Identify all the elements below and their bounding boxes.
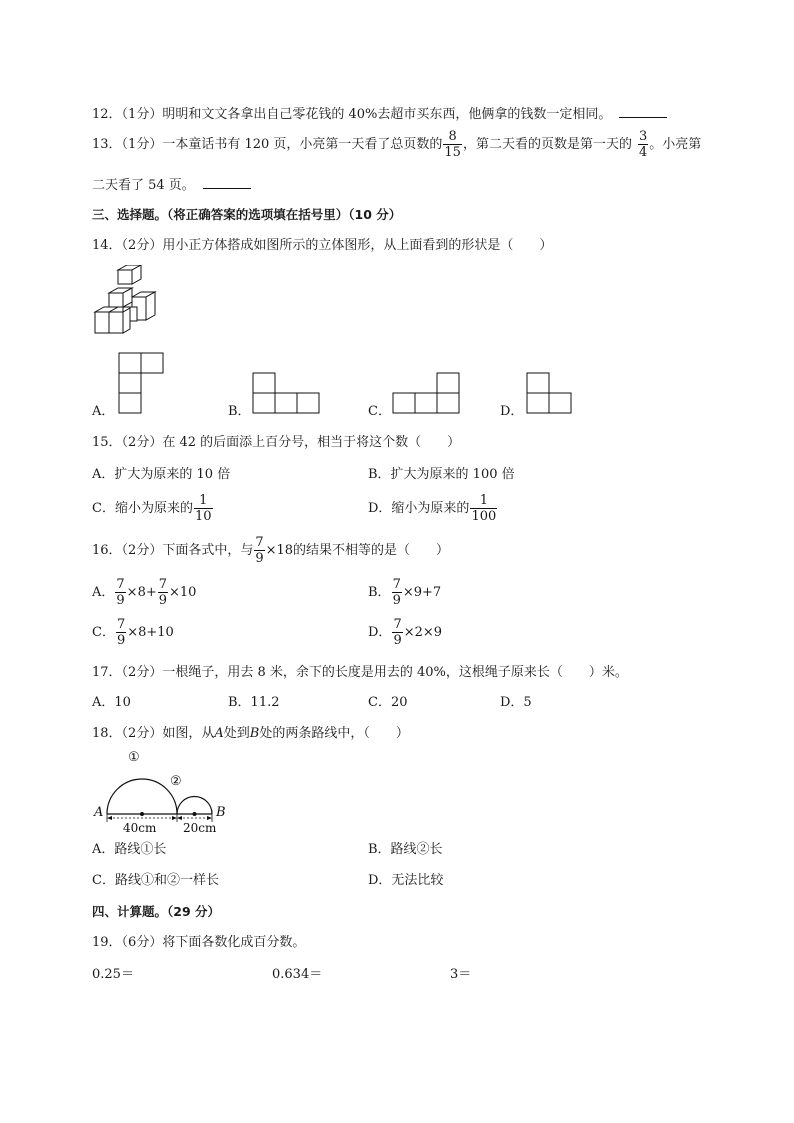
q18-len2-label: 20cm (183, 821, 217, 835)
q16-d-label: D． (368, 625, 392, 640)
q15-number: 15． (92, 435, 122, 450)
question-19 (92, 935, 305, 951)
q15-option-d-text: D．缩小为原来的 (368, 501, 470, 516)
q14-score: （2分） (121, 238, 163, 253)
q16-d-frac (392, 617, 402, 648)
q15-c-num: 1 (194, 493, 213, 509)
q14-option-d-label[interactable]: D． (500, 404, 524, 419)
q19-item-2: 0.634＝ (272, 967, 323, 982)
q14-option-a-shape (118, 352, 166, 416)
q16-d-end: ×2×9 (403, 625, 443, 640)
q16-text-b: ×18的结果不相等的是（ ） (265, 543, 450, 558)
q16-a-f1-den: 9 (116, 593, 125, 608)
q13-text-d: 二天看了 54 页。 (92, 178, 195, 193)
q16-a-f2-den: 9 (158, 593, 168, 608)
q16-fraction (254, 535, 264, 566)
q15-option-c-text: C．缩小为原来的 (92, 501, 193, 516)
q16-d-num: 7 (393, 617, 402, 632)
q16-option-d[interactable] (368, 616, 442, 650)
question-17 (92, 665, 628, 681)
q15-score: （2分） (121, 435, 163, 450)
q18-score: （2分） (121, 726, 163, 741)
q16-a-end: ×10 (169, 585, 197, 600)
q13-line2 (92, 176, 251, 194)
q17-text: 一根绳子，用去 8 米，余下的长度是用去的 40%，这根绳子原来长（ ）米。 (162, 665, 628, 680)
q16-c-frac (116, 617, 126, 648)
q18-route2-label: ② (170, 774, 182, 789)
q12-answer-blank[interactable] (619, 105, 667, 118)
q15-option-c-fraction (194, 493, 213, 524)
q18-option-d[interactable]: D．无法比较 (368, 873, 444, 888)
question-15 (92, 435, 460, 451)
q13-f1-den: 15 (444, 145, 461, 160)
q14-option-c-label[interactable]: C． (368, 404, 391, 419)
q12-score: （1分） (121, 107, 163, 122)
q16-a-label: A． (92, 585, 115, 600)
q16-option-b[interactable] (368, 576, 441, 610)
question-12 (92, 105, 667, 123)
q18-option-a[interactable]: A．路线①长 (92, 842, 167, 857)
q18-fig-a-label: A (94, 805, 104, 820)
q16-b-frac (392, 577, 402, 608)
question-16 (92, 534, 449, 568)
q15-text: 在 42 的后面添上百分号，相当于将这个数（ ） (162, 435, 461, 450)
q14-option-b-shape (252, 372, 324, 416)
q15-option-a[interactable]: A．扩大为原来的 10 倍 (92, 467, 231, 482)
q16-c-den: 9 (116, 633, 126, 648)
q17-option-a[interactable]: A．10 (92, 695, 131, 710)
q18-point-b: B (249, 726, 260, 741)
q13-score: （1分） (121, 137, 163, 152)
q16-a-frac2 (158, 577, 168, 608)
q15-option-d-fraction (470, 493, 497, 524)
question-13 (92, 128, 701, 162)
q16-text-a: 下面各式中，与 (162, 543, 254, 558)
q13-text-a: 一本童话书有 120 页，小亮第一天看了总页数的 (162, 137, 443, 152)
q14-option-a-label[interactable]: A． (92, 404, 115, 419)
q19-score: （6分） (121, 935, 163, 950)
q16-c-num: 7 (116, 617, 126, 632)
q19-number: 19． (92, 935, 122, 950)
q15-option-d[interactable] (368, 492, 498, 526)
q16-c-end: ×8+10 (127, 625, 174, 640)
q16-b-num: 7 (392, 577, 401, 592)
q18-point-a: A (214, 726, 224, 741)
q14-text: 用小正方体搭成如图所示的立体图形，从上面看到的形状是（ ） (162, 238, 553, 253)
q18-text-a: 如图，从 (162, 726, 215, 741)
q17-score: （2分） (121, 665, 163, 680)
q16-d-den: 9 (393, 633, 402, 648)
q16-f-num: 7 (255, 535, 264, 550)
q14-number: 14． (92, 238, 122, 253)
q15-option-c[interactable] (92, 492, 214, 526)
q16-a-frac1 (115, 577, 125, 608)
q16-number: 16． (92, 543, 122, 558)
q13-f2-den: 4 (638, 145, 648, 160)
question-14 (92, 238, 552, 254)
q18-option-c[interactable]: C．路线①和②一样长 (92, 873, 219, 888)
q14-option-d-shape (526, 372, 576, 416)
section-4-title: 四、计算题。（29 分） (92, 904, 220, 919)
q16-option-c[interactable] (92, 616, 174, 650)
q18-route1-label: ① (128, 750, 140, 765)
q19-item-1: 0.25＝ (92, 967, 134, 982)
q13-fraction-8-15 (443, 129, 462, 160)
q18-fig-b-label: B (216, 805, 226, 820)
q18-semicircle-figure (90, 748, 235, 836)
q16-score: （2分） (121, 543, 163, 558)
q18-text-c: 处的两条路线中，（ ） (259, 726, 409, 741)
q16-a-f2-num: 7 (158, 577, 168, 592)
q16-b-label: B． (368, 585, 391, 600)
q16-a-f1-num: 7 (116, 577, 125, 592)
q15-d-den: 100 (471, 509, 497, 524)
q17-option-c[interactable]: C．20 (368, 695, 408, 710)
q14-cube-figure (90, 265, 170, 340)
question-18 (92, 726, 409, 742)
q18-option-b[interactable]: B．路线②长 (368, 842, 443, 857)
q16-b-den: 9 (392, 593, 401, 608)
q19-item-3: 3＝ (450, 967, 472, 982)
q16-option-a[interactable] (92, 576, 196, 610)
q13-fraction-3-4 (638, 129, 648, 160)
q18-text-b: 处到 (223, 726, 250, 741)
q13-f1-num: 8 (443, 129, 462, 145)
q18-len1-label: 40cm (123, 821, 157, 835)
q16-b-end: ×9+7 (402, 585, 442, 600)
q14-option-c-shape (392, 372, 464, 416)
q16-a-mid: ×8+ (126, 585, 157, 600)
q13-number: 13． (92, 137, 122, 152)
q15-d-num: 1 (470, 493, 497, 509)
q18-number: 18． (92, 726, 122, 741)
q13-f2-num: 3 (638, 129, 648, 144)
q17-number: 17． (92, 665, 122, 680)
q17-option-d[interactable]: D．5 (500, 695, 532, 710)
q14-option-b-label[interactable]: B． (228, 404, 251, 419)
q12-number: 12． (92, 107, 122, 122)
section-3-title: 三、选择题。（将正确答案的选项填在括号里）（10 分） (92, 207, 402, 222)
q16-f-den: 9 (255, 551, 264, 566)
q16-c-label: C． (92, 625, 115, 640)
q12-text: 明明和文文各拿出自己零花钱的 40%去超市买东西，他俩拿的钱数一定相同。 (162, 107, 612, 122)
q15-option-b[interactable]: B．扩大为原来的 100 倍 (368, 467, 515, 482)
q13-answer-blank[interactable] (203, 176, 251, 189)
q13-text-c: 。小亮第 (649, 137, 702, 152)
q17-option-b[interactable]: B．11.2 (228, 695, 280, 710)
q19-text: 将下面各数化成百分数。 (162, 935, 306, 950)
q13-text-b: ，第二天看的页数是第一天的 (462, 137, 632, 152)
q15-c-den: 10 (194, 509, 212, 524)
